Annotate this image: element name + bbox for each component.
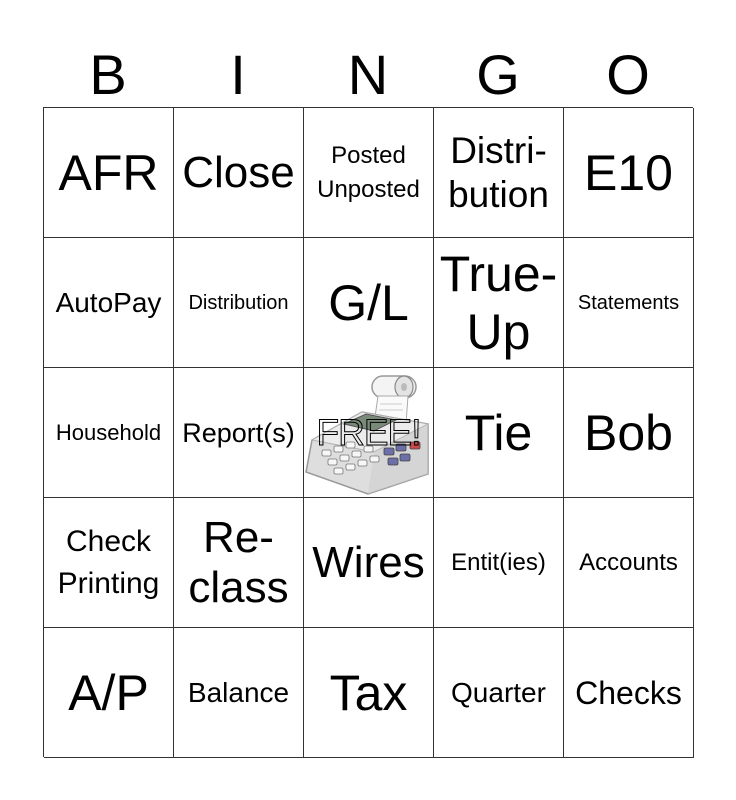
cell-label: Check Printing — [57, 524, 160, 600]
bingo-card — [43, 107, 693, 757]
cell-label: Wires — [312, 537, 425, 587]
bingo-cell-autopay[interactable] — [44, 238, 174, 368]
bingo-cell-check-printing[interactable] — [44, 498, 174, 628]
cell-label: Re- class — [188, 512, 289, 612]
cell-label: Report(s) — [182, 417, 295, 448]
header-letter-b: B — [89, 43, 127, 106]
bingo-cell-accounts[interactable] — [564, 498, 694, 628]
bingo-cell-gl[interactable] — [304, 238, 434, 368]
bingo-cell-household[interactable] — [44, 368, 174, 498]
free-space-label: FREE! — [316, 411, 421, 453]
cell-label: G/L — [328, 274, 409, 331]
bingo-cell-balance[interactable] — [174, 628, 304, 758]
header-letter-o: O — [606, 43, 650, 106]
bingo-cell-close[interactable] — [174, 108, 304, 238]
bingo-cell-statements[interactable] — [564, 238, 694, 368]
cell-label: Accounts — [579, 548, 678, 576]
bingo-cell-tie[interactable] — [434, 368, 564, 498]
cell-label: Quarter — [451, 676, 546, 708]
header-letter-g: G — [476, 43, 520, 106]
bingo-cell-true-up[interactable] — [434, 238, 564, 368]
cell-label: Tie — [464, 404, 533, 461]
bingo-cell-quarter[interactable] — [434, 628, 564, 758]
cell-label: AFR — [58, 144, 159, 201]
bingo-cell-free-space[interactable] — [304, 368, 434, 498]
bingo-header — [43, 40, 693, 110]
bingo-cell-afr[interactable] — [44, 108, 174, 238]
cell-label: True- Up — [439, 245, 558, 360]
bingo-cell-bob[interactable] — [564, 368, 694, 498]
bingo-cell-distribution[interactable] — [174, 238, 304, 368]
bingo-cell-reclass[interactable] — [174, 498, 304, 628]
cell-label: Balance — [187, 676, 290, 708]
bingo-cell-e10[interactable] — [564, 108, 694, 238]
bingo-cell-wires[interactable] — [304, 498, 434, 628]
bingo-cell-reports[interactable] — [174, 368, 304, 498]
header-letter-i: I — [230, 43, 246, 106]
cell-label: Checks — [575, 674, 682, 711]
bingo-cell-entities[interactable] — [434, 498, 564, 628]
bingo-cell-tax[interactable] — [304, 628, 434, 758]
bingo-cell-posted-unposted[interactable] — [304, 108, 434, 238]
bingo-cell-checks[interactable] — [564, 628, 694, 758]
cell-label: Household — [55, 419, 162, 445]
header-letter-n: N — [347, 43, 389, 106]
cell-label: Posted Unposted — [317, 141, 420, 203]
cell-label: Statements — [577, 291, 680, 314]
cell-label: Close — [182, 147, 295, 197]
cell-label: E10 — [584, 144, 673, 201]
cell-label: Bob — [584, 404, 673, 461]
cell-label: Distri- bution — [448, 129, 549, 215]
bingo-cell-distribution-hyphen[interactable] — [434, 108, 564, 238]
bingo-cell-ap[interactable] — [44, 628, 174, 758]
cell-label: AutoPay — [55, 286, 162, 318]
cell-label: A/P — [68, 664, 149, 721]
cell-label: Distribution — [188, 291, 289, 314]
cell-label: Tax — [329, 664, 408, 721]
cell-label: Entit(ies) — [451, 548, 546, 576]
